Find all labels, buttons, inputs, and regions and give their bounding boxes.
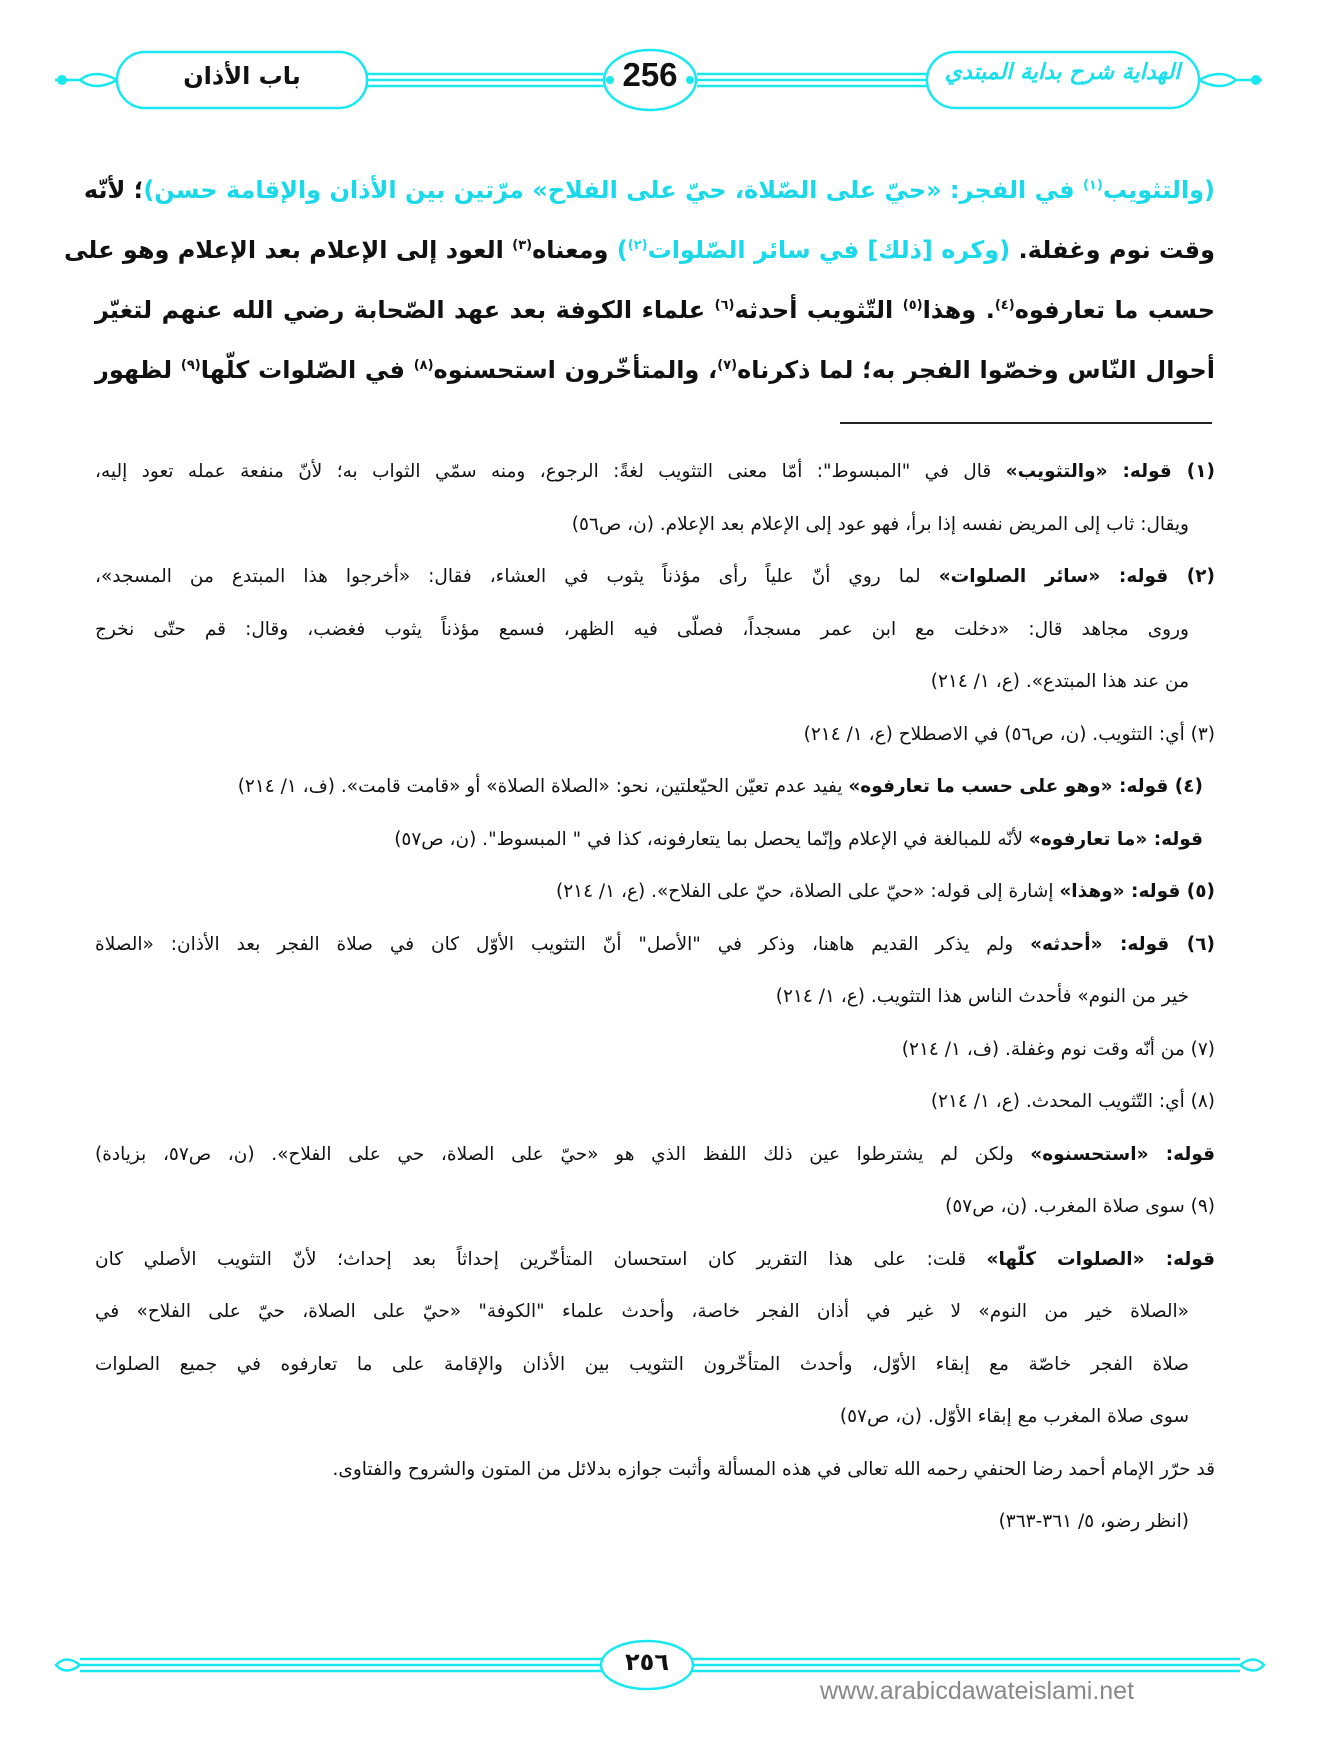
book-title-logo: الهداية شرح بداية المبتدي bbox=[944, 60, 1181, 85]
text-segment: (٧) من أنّه وقت نوم وغفلة. (ف، ١/ ٢١٤) bbox=[901, 1038, 1215, 1060]
text-segment: لأنّه للمبالغة في الإعلام وإنّما يحصل بما يتعارفونه، كذا في " المبسوط". (ن، ص٥٧) bbox=[394, 828, 1029, 850]
footnote-line bbox=[95, 1129, 1215, 1182]
footnote-marker: (٦) bbox=[714, 298, 735, 313]
footnote-line bbox=[95, 1234, 1215, 1287]
bold-label: (٦) قوله: «أحدثه» bbox=[1030, 933, 1215, 955]
text-segment: العود إلى الإعلام بعد الإعلام وهو على bbox=[64, 236, 513, 264]
footnote-line bbox=[95, 1024, 1215, 1077]
footnotes bbox=[95, 446, 1215, 1549]
footnote-line bbox=[95, 1339, 1215, 1392]
bold-label: قوله: «استحسنوه» bbox=[1030, 1143, 1215, 1165]
main-text-line bbox=[64, 220, 1215, 280]
text-segment: إشارة إلى قوله: «حيّ على الصلاة، حيّ على الفلاح». (ع، ١/ ٢١٤) bbox=[556, 881, 1060, 902]
footnote-marker: (٣) bbox=[512, 238, 533, 253]
bold-label: (٢) قوله: «سائر الصلوات» bbox=[938, 566, 1215, 587]
main-text-line bbox=[95, 280, 1215, 340]
text-segment: وقت نوم وغفلة. bbox=[1010, 236, 1215, 264]
bold-label: (٤) قوله: «وهو على حسب ما تعارفوه» bbox=[848, 776, 1203, 797]
matn-text: (وكره [ذلك] في سائر الصّلوات bbox=[647, 236, 1011, 264]
text-segment: يفيد عدم تعيّن الحيّعلتين، نحو: «الصلاة الصلاة» أو «قامت قامت». (ف، ١/ ٢١٤) bbox=[237, 776, 849, 797]
footnote-marker: (٢) bbox=[627, 238, 648, 253]
text-segment: لما روي أنّ علياً رأى مؤذناً يثوب في العشاء، فقال: «أخرجوا هذا المبتدع من المسجد»، bbox=[95, 566, 939, 587]
matn-text: (والتثويب bbox=[1102, 176, 1215, 204]
footnote-line bbox=[95, 761, 1215, 814]
footnote-line bbox=[95, 709, 1215, 762]
text-segment: ؛ لأنّه bbox=[83, 176, 144, 204]
matn-text: في الفجر: «حيّ على الصّلاة، حيّ على الفلاح» مرّتين بين الأذان والإقامة حسن) bbox=[143, 176, 1083, 204]
text-segment: حسب ما تعارفوه bbox=[1014, 296, 1215, 324]
bold-label: قوله: «الصلوات كلّها» bbox=[986, 1248, 1215, 1270]
text-segment: (٩) سوى صلاة المغرب. (ن، ص٥٧) bbox=[945, 1196, 1215, 1217]
footnote-line bbox=[95, 919, 1215, 972]
text-segment: (٣) أي: التثويب. (ن، ص٥٦) في الاصطلاح (ع، ١/ ٢١٤) bbox=[803, 723, 1215, 745]
bold-label: قوله: «ما تعارفوه» bbox=[1028, 828, 1203, 850]
text-segment: في الصّلوات كلّها bbox=[200, 356, 414, 384]
text-segment: سوى صلاة المغرب مع إبقاء الأوّل. (ن، ص٥٧) bbox=[839, 1406, 1189, 1427]
text-segment: وروى مجاهد قال: «دخلت مع ابن عمر مسجداً، فصلّى فيه الظهر، فسمع مؤذناً يثوب فغضب، وقال: قم حتّى نخرج bbox=[95, 618, 1189, 640]
text-segment: ويقال: ثاب إلى المريض نفسه إذا برأ، فهو عود إلى الإعلام بعد الإعلام. (ن، ص٥٦) bbox=[571, 513, 1189, 535]
footnote-marker: (٥) bbox=[902, 298, 923, 313]
page-number: 256 bbox=[622, 56, 678, 93]
text-segment: ولم يذكر القديم هاهنا، وذكر في "الأصل" أنّ التثويب الأوّل كان في صلاة الفجر بعد الأذان: «الصلاة bbox=[95, 933, 1031, 955]
footnote-line bbox=[95, 1181, 1215, 1234]
footnote-line bbox=[95, 551, 1215, 604]
text-segment: . وهذا bbox=[922, 296, 995, 324]
main-text-line bbox=[83, 160, 1215, 220]
text-segment: التّثويب أحدثه bbox=[734, 296, 903, 324]
footnote-line bbox=[95, 1496, 1215, 1549]
footnote-line bbox=[95, 446, 1215, 499]
text-segment: ومعناه bbox=[532, 236, 617, 264]
footnote-line bbox=[95, 604, 1215, 657]
footnote-marker: (٧) bbox=[717, 358, 738, 373]
text-segment: علماء الكوفة بعد عهد الصّحابة رضي الله عنهم لتغيّر bbox=[95, 296, 715, 324]
text-segment: لظهور bbox=[95, 356, 181, 384]
text-segment: «الصلاة خير من النوم» لا غير في أذان الفجر خاصة، وأحدث علماء "الكوفة" «حيّ على الصلاة، حيّ على الفلاح» في bbox=[95, 1301, 1189, 1322]
text-segment: ، والمتأخّرون استحسنوه bbox=[433, 356, 718, 384]
footnote-marker: (٨) bbox=[413, 358, 434, 373]
footnote-line bbox=[95, 656, 1215, 709]
footnote-line bbox=[95, 499, 1215, 552]
footnote-line bbox=[95, 1076, 1215, 1129]
footnote-marker: (١) bbox=[1082, 178, 1103, 193]
bold-label: (١) قوله: «والتثويب» bbox=[1005, 461, 1215, 482]
text-segment: صلاة الفجر خاصّة مع إبقاء الأوّل، وأحدث المتأخّرون التثويب بين الأذان والإقامة على ما تعارفوه في جميع الصلوات bbox=[95, 1353, 1189, 1375]
text-segment: (٨) أي: التّثويب المحدث. (ع، ١/ ٢١٤) bbox=[930, 1091, 1215, 1112]
footnote-line bbox=[95, 814, 1215, 867]
text-segment: من عند هذا المبتدع». (ع، ١/ ٢١٤) bbox=[930, 671, 1189, 692]
footnote-marker: (٩) bbox=[180, 358, 201, 373]
footnote-line bbox=[95, 1286, 1215, 1339]
text-segment: أحوال النّاس وخصّوا الفجر به؛ لما ذكرناه bbox=[737, 356, 1216, 384]
text-segment: قال في "المبسوط": أمّا معنى التثويب لغةً: الرجوع، ومنه سمّي الثواب به؛ لأنّ منفعة عمله تعود إليه، bbox=[95, 461, 1006, 482]
footnote-line bbox=[95, 971, 1215, 1024]
footnote-separator bbox=[840, 422, 1212, 424]
footnote-line bbox=[95, 1444, 1215, 1497]
main-text bbox=[64, 160, 1216, 400]
chapter-title: باب الأذان bbox=[183, 62, 301, 90]
text-segment: قد حرّر الإمام أحمد رضا الحنفي رحمه الله تعالى في هذه المسألة وأثبت جوازه بدلائل من المتون والشروح والفتاوى. bbox=[332, 1458, 1215, 1480]
footnote-marker: (٤) bbox=[994, 298, 1015, 313]
website-watermark: www.arabicdawateislami.net bbox=[820, 1677, 1135, 1705]
text-segment: قلت: على هذا التقرير كان استحسان المتأخّرين إحداثاً بعد إحداث؛ لأنّ التثويب الأصلي كان bbox=[95, 1248, 987, 1270]
text-segment: ولكن لم يشترطوا عين ذلك اللفظ الذي هو «حيّ على الصلاة، حي على الفلاح». (ن، ص٥٧، بزيادة) bbox=[95, 1143, 1031, 1165]
footnote-line bbox=[95, 866, 1215, 919]
bold-label: (٥) قوله: «وهذا» bbox=[1059, 881, 1215, 902]
text-segment: خير من النوم» فأحدث الناس هذا التثويب. (ع، ١/ ٢١٤) bbox=[775, 986, 1189, 1007]
text-segment: (انظر رضو، ٥/ ٣٦١-٣٦٣) bbox=[998, 1511, 1189, 1532]
footnote-line bbox=[95, 1391, 1215, 1444]
matn-text: ) bbox=[616, 236, 628, 264]
main-text-line bbox=[95, 340, 1215, 400]
footer-page-number: ٢٥٦ bbox=[625, 1648, 669, 1676]
